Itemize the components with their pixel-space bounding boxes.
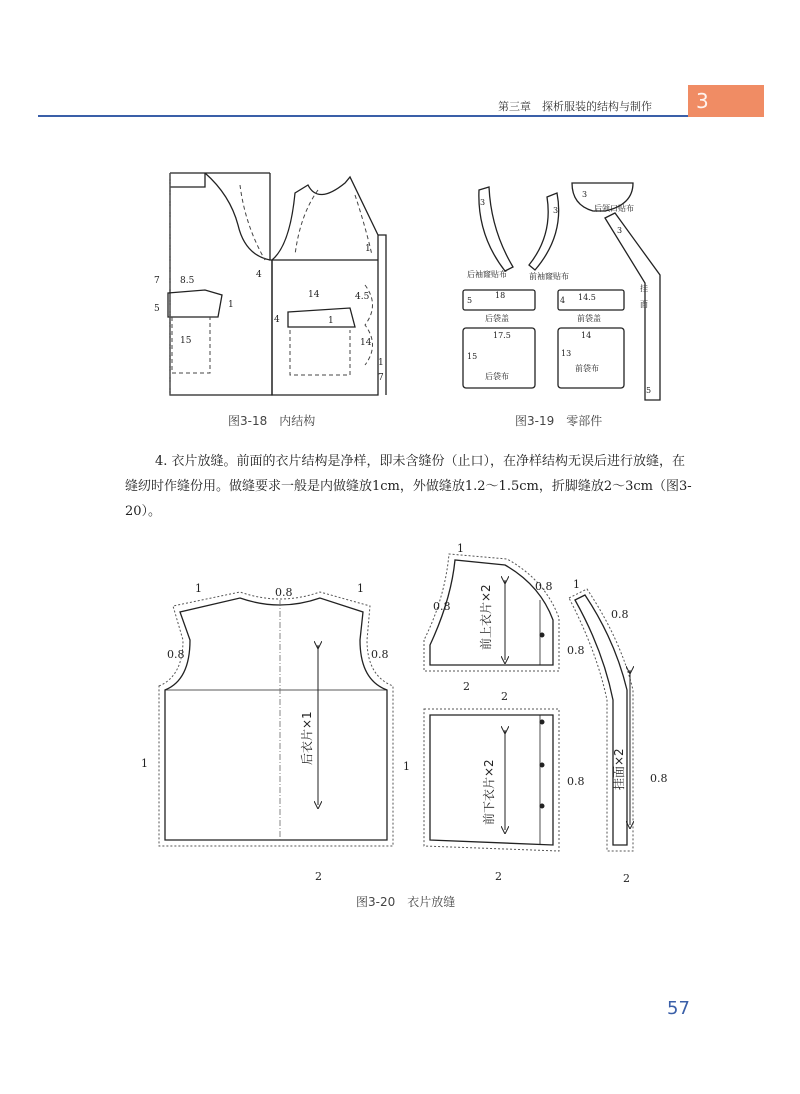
fig19-caption: 图3-19 零部件 [515,414,603,428]
fig18-label: 7 [378,373,384,383]
back-sleeve-facing-label: 后袖窿贴布 [467,270,507,279]
fig18-label: 15 [180,336,192,346]
fig19-label: 3 [480,198,486,207]
fig18-label: 4 [274,315,280,325]
fig18-label: 8.5 [180,276,195,286]
fig18-label: 14 [308,290,320,300]
seam-label: 0.8 [275,586,293,599]
fig18-label: 1 [328,316,334,326]
figure-3-20-seam-allowance [135,540,680,885]
fig18-label: 14 [360,338,372,348]
fig18-label: 7 [154,276,160,286]
fig18-label: 1 [365,244,371,254]
fig18-label: 5 [154,304,160,314]
fig19-label: 3 [617,226,623,235]
seam-label: 1 [141,757,148,770]
figure-3-18-inner-structure [150,165,390,405]
chapter-header: 第三章 探析服装的结构与制作 [498,100,652,113]
facing-label: 挂面×2 [612,748,626,790]
fig19-label: 15 [467,352,478,361]
back-pocket-welt-label: 后袋盖 [485,314,509,323]
seam-label: 1 [195,582,202,595]
front-upper-label: 前上衣片×2 [479,584,493,650]
body-paragraph [125,449,695,524]
facing-label: 挂 [640,284,648,293]
fig19-label: 5 [467,296,473,305]
fig19-label: 13 [561,349,572,358]
page-number: 57 [667,998,690,1019]
seam-label: 0.8 [567,775,585,788]
seam-label: 2 [495,870,502,883]
seam-label: 0.8 [433,600,451,613]
seam-label: 1 [357,582,364,595]
fig19-label: 3 [553,206,559,215]
seam-label: 2 [315,870,322,883]
seam-label: 2 [501,690,508,703]
fig18-caption: 图3-18 内结构 [228,414,316,428]
seam-label: 0.8 [567,644,585,657]
fig20-caption: 图3-20 衣片放缝 [356,895,456,909]
front-pocket-welt-label: 前袋盖 [577,314,601,323]
front-sleeve-facing-label: 前袖窿贴布 [529,272,569,281]
paragraph-text: 4. 衣片放缝。前面的衣片结构是净样，即未含缝份（止口），在净样结构无误后进行放缝，在缝纫时作缝份用。做缝要求一般是内做缝放1cm，外做缝放1.2～1.5cm，折脚缝放2～3cm（图3-20）。 [125,454,692,519]
seam-label: 0.8 [167,648,185,661]
header-rule [38,115,688,117]
back-pocket-label: 后袋布 [485,372,509,381]
fig18-label: 4.5 [355,292,370,302]
fig19-label: 4 [560,296,566,305]
seam-label: 2 [463,680,470,693]
fig19-label: 14.5 [578,293,596,302]
seam-label: 1 [457,542,464,555]
front-lower-label: 前下衣片×2 [482,759,496,825]
seam-label: 1 [403,760,410,773]
front-pocket-label: 前袋布 [575,364,599,373]
fig18-label: 1 [228,300,234,310]
fig19-label: 3 [582,190,588,199]
seam-label: 0.8 [371,648,389,661]
fig18-label: 4 [256,270,262,280]
chapter-number-tab: 3 [688,85,764,117]
seam-label: 0.8 [650,772,668,785]
figure-3-19-components [455,175,665,407]
seam-label: 0.8 [611,608,629,621]
fig19-label: 5 [646,386,652,395]
fig19-label: 17.5 [493,331,511,340]
fig18-label: 1 [378,358,384,368]
fig19-label: 18 [495,291,506,300]
seam-label: 0.8 [535,580,553,593]
fig19-label: 14 [581,331,592,340]
back-neck-facing-label: 后领口贴布 [594,204,634,213]
facing-label: 面 [640,300,648,309]
seam-label: 2 [623,872,630,885]
back-piece-label: 后衣片×1 [300,711,314,765]
seam-label: 1 [573,578,580,591]
